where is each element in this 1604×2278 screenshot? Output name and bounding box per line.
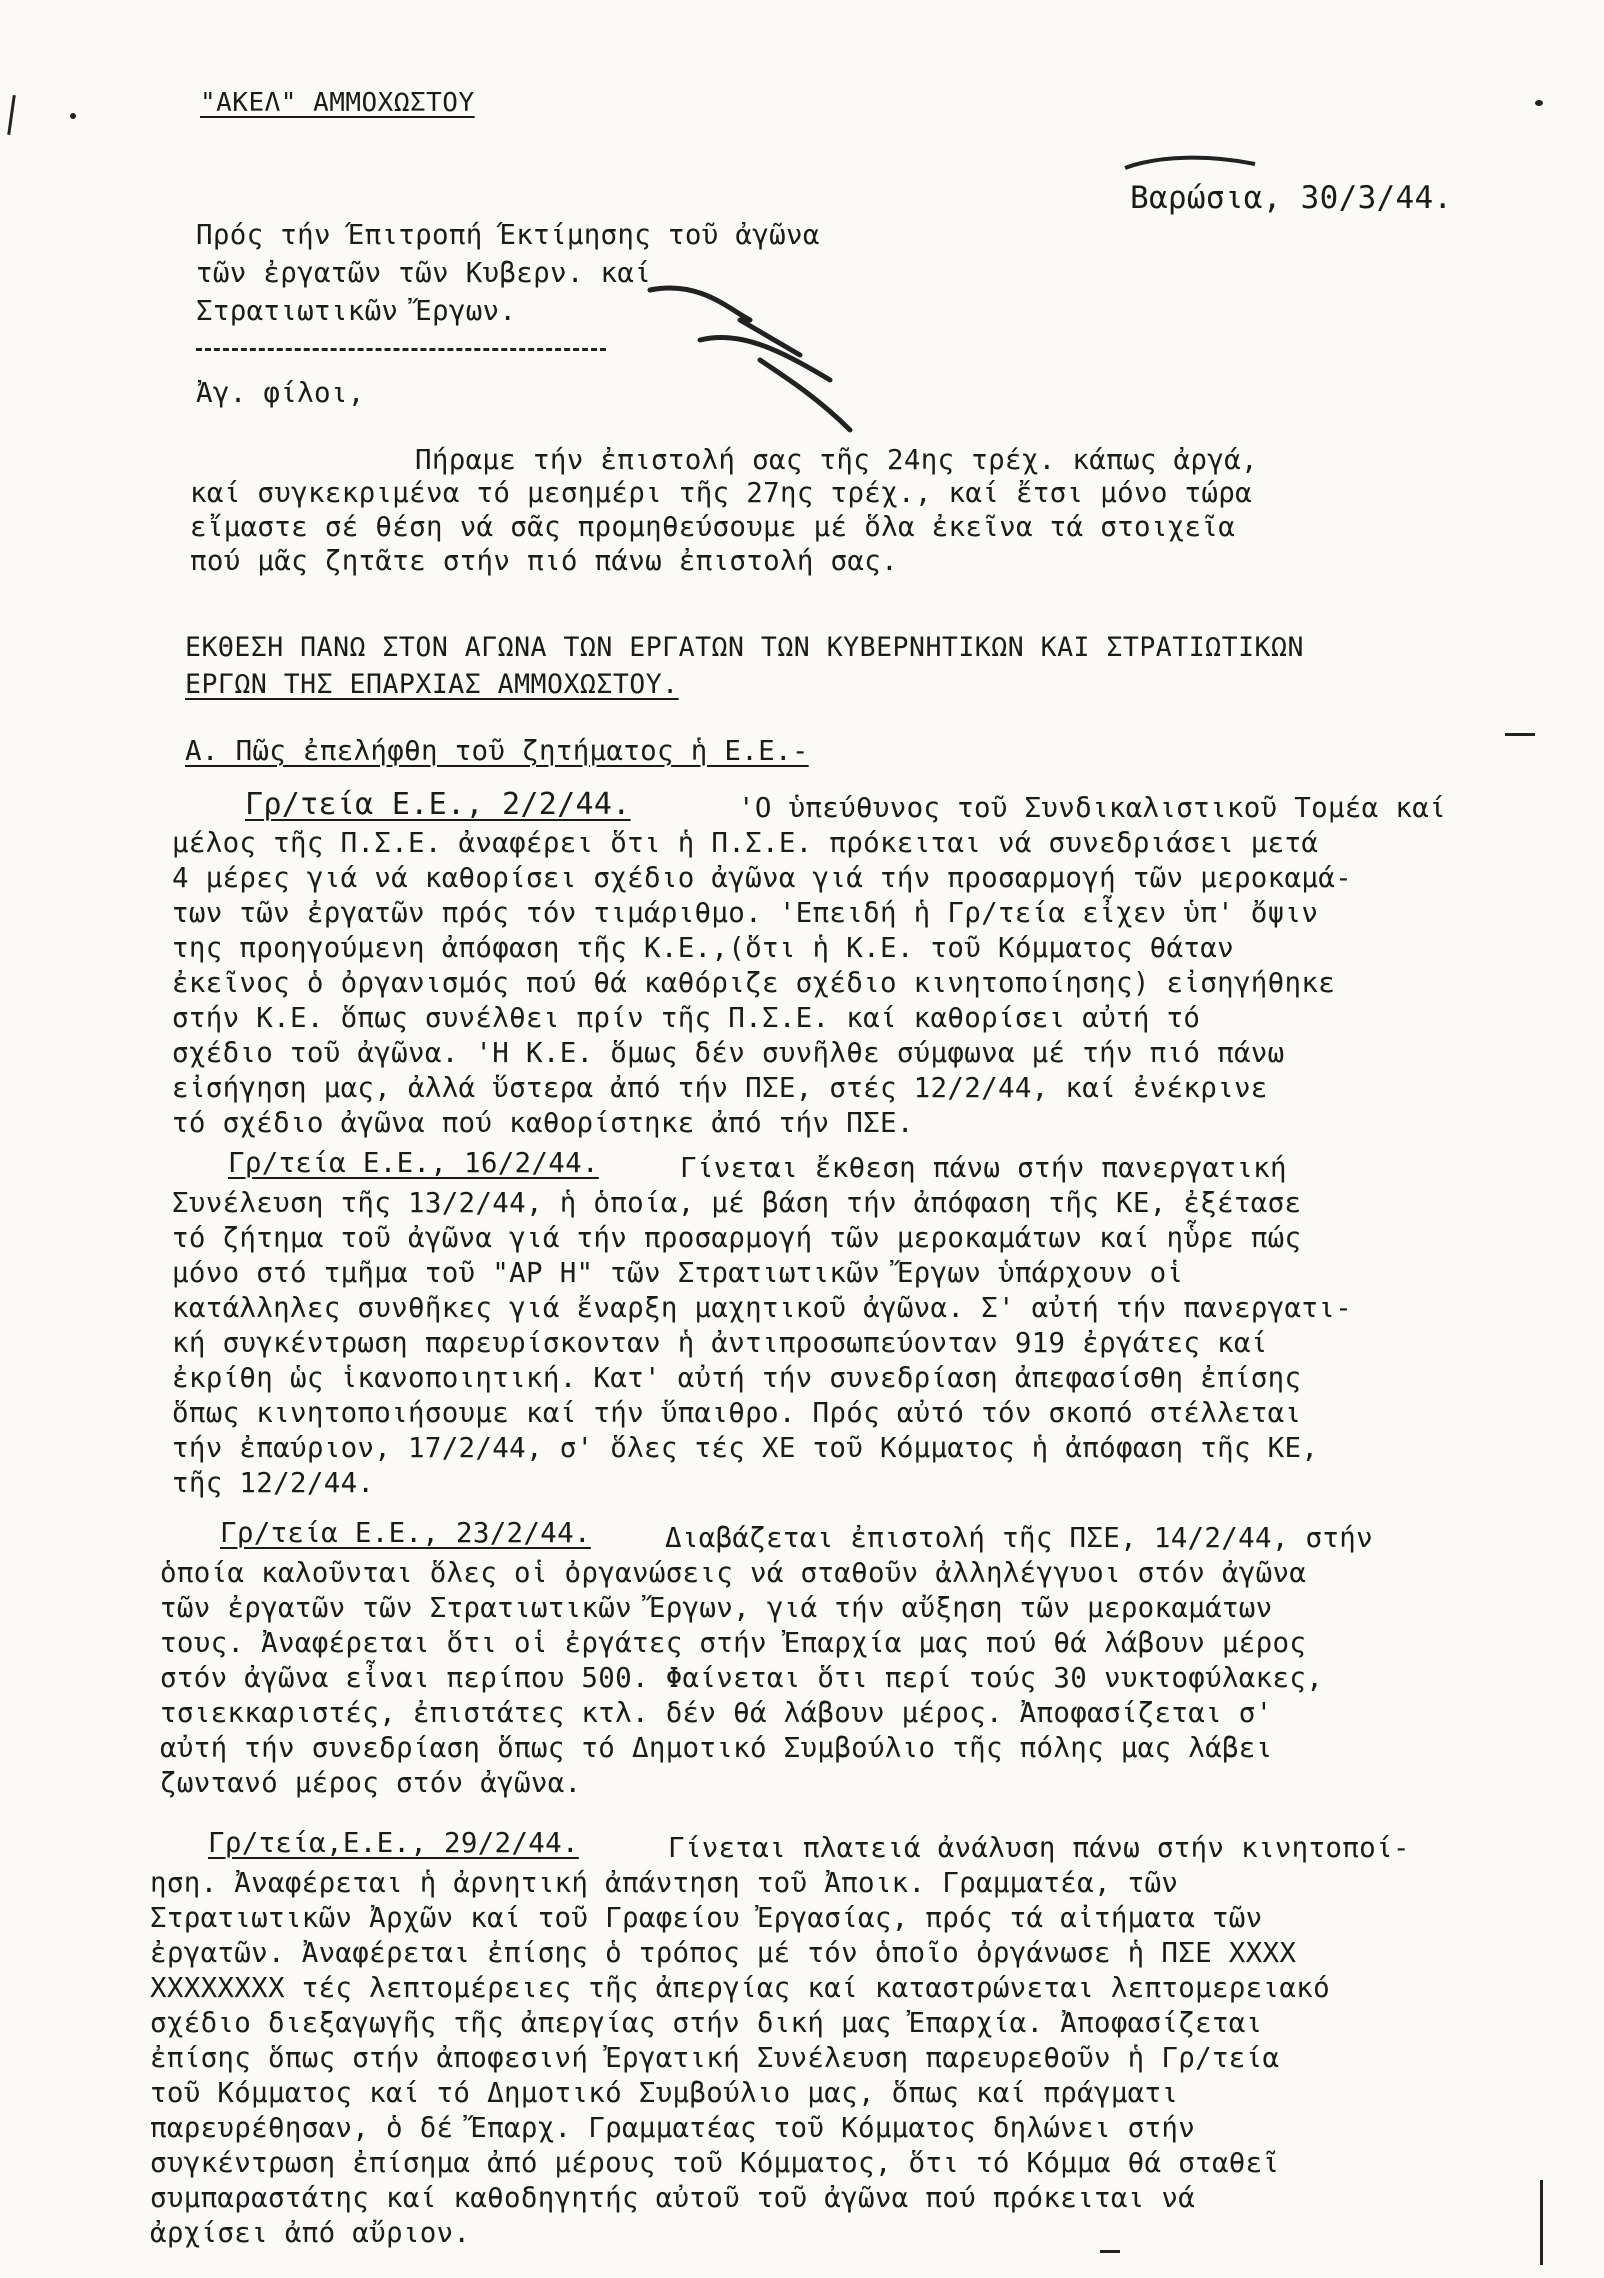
entry-2-line-10: τῆς 12/2/44.: [172, 1467, 375, 1499]
entry-1-line-1: 'Ο ὑπεύθυνος τοῦ Συνδικαλιστικοῦ Τομέα καί: [738, 792, 1446, 824]
margin-mark: [1540, 2180, 1543, 2265]
entry-4-line-8: τοῦ Κόμματος καί τό Δημοτικό Συμβούλιο μας, ὅπως καί πράγματι: [150, 2077, 1179, 2109]
entry-4-heading: Γρ/τεία,Ε.Ε., 29/2/44.: [208, 1827, 579, 1859]
entry-1-heading: Γρ/τεία Ε.Ε., 2/2/44.: [245, 787, 631, 822]
entry-4-line-10: συγκέντρωση ἐπίσημα ἀπό μέρους τοῦ Κόμματος, ὅτι τό Κόμμα θά σταθεῖ: [150, 2147, 1280, 2179]
entry-1-line-2: μέλος τῆς Π.Σ.Ε. ἀναφέρει ὅτι ἡ Π.Σ.Ε. πρόκειται νά συνεδριάσει μετά: [172, 827, 1319, 859]
intro-line-1: Πήραμε τήν ἐπιστολή σας τῆς 24ης τρέχ. κάπως ἀργά,: [415, 444, 1258, 476]
entry-4-line-6: σχέδιο διεξαγωγῆς τῆς ἀπεργίας στήν δική μας Ἐπαρχία. Ἀποφασίζεται: [150, 2007, 1263, 2039]
entry-3-line-5: στόν ἀγῶνα εἶναι περίπου 500. Φαίνεται ὅτι περί τούς 30 νυκτοφύλακες,: [160, 1662, 1324, 1694]
report-title-line-2: ΕΡΓΩΝ ΤΗΣ ΕΠΑΡΧΙΑΣ ΑΜΜΟΧΩΣΤΟΥ.: [185, 669, 679, 700]
entry-4-line-4: ἐργατῶν. Ἀναφέρεται ἐπίσης ὁ τρόπος μέ τόν ὁποῖο ὀργάνωσε ἡ ΠΣΕ ΧΧΧΧ: [150, 1937, 1297, 1969]
entry-1-line-3: 4 μέρες γιά νά καθορίσει σχέδιο ἀγῶνα γιά τήν προσαρμογή τῶν μεροκαμά-: [172, 862, 1352, 894]
intro-line-4: πού μᾶς ζητᾶτε στήν πιό πάνω ἐπιστολή σας.: [190, 545, 898, 577]
entry-3-line-4: τους. Ἀναφέρεται ὅτι οἱ ἐργάτες στήν Ἐπαρχία μας πού θά λάβουν μέρος: [160, 1627, 1307, 1659]
addressee-line-1: Πρός τήν Έπιτροπή Έκτίμησης τοῦ ἀγῶνα: [196, 219, 820, 251]
entry-3-line-3: τῶν ἐργατῶν τῶν Στρατιωτικῶν Ἔργων, γιά τήν αὔξηση τῶν μεροκαμάτων: [160, 1592, 1273, 1624]
margin-mark: [70, 113, 76, 119]
letterhead: "ΑΚΕΛ" ΑΜΜΟΧΩΣΤΟΥ: [200, 88, 475, 118]
margin-mark: [1535, 100, 1543, 106]
entry-3-line-1: Διαβάζεται ἐπιστολή τῆς ΠΣΕ, 14/2/44, στήν: [665, 1522, 1373, 1554]
entry-1-line-4: των τῶν ἐργατῶν πρός τόν τιμάριθμο. 'Επειδή ἡ Γρ/τεία εἶχεν ὑπ' ὄψιν: [172, 897, 1319, 929]
entry-1-line-9: εἰσήγηση μας, ἀλλά ὕστερα ἀπό τήν ΠΣΕ, στές 12/2/44, καί ἐνέκρινε: [172, 1072, 1268, 1104]
entry-4-line-1: Γίνεται πλατειά ἀνάλυση πάνω στήν κινητοποί-: [668, 1832, 1410, 1864]
entry-3-line-7: αὐτή τήν συνεδρίαση ὅπως τό Δημοτικό Συμβούλιο τῆς πόλης μας λάβει: [160, 1732, 1273, 1764]
date-line: Βαρώσια, 30/3/44.: [1130, 180, 1453, 216]
entry-3-line-2: ὁποία καλοῦνται ὅλες οἱ ὀργανώσεις νά σταθοῦν ἀλληλέγγυοι στόν ἀγῶνα: [160, 1557, 1307, 1589]
entry-1-line-10: τό σχέδιο ἀγῶνα πού καθορίστηκε ἀπό τήν ΠΣΕ.: [172, 1107, 914, 1139]
handwritten-scribble: [640, 260, 860, 450]
entry-3-heading: Γρ/τεία Ε.Ε., 23/2/44.: [220, 1517, 591, 1549]
entry-2-line-4: μόνο στό τμῆμα τοῦ "ΑΡ Η" τῶν Στρατιωτικῶν Ἔργων ὑπάρχουν οἱ: [172, 1257, 1184, 1289]
salutation: Ἀγ. φίλοι,: [196, 377, 365, 409]
entry-2-line-8: ὅπως κινητοποιήσουμε καί τήν ὕπαιθρο. Πρός αὐτό τόν σκοπό στέλλεται: [172, 1397, 1302, 1429]
entry-2-line-9: τήν ἐπαύριον, 17/2/44, σ' ὅλες τές ΧΕ τοῦ Κόμματος ἡ ἀπόφαση τῆς ΚΕ,: [172, 1432, 1319, 1464]
entry-1-line-7: στήν Κ.Ε. ὅπως συνέλθει πρίν τῆς Π.Σ.Ε. καί καθορίσει αὐτή τό: [172, 1002, 1201, 1034]
entry-3-line-8: ζωντανό μέρος στόν ἀγῶνα.: [160, 1767, 582, 1799]
date-scribble: [1120, 150, 1260, 180]
entry-2-line-1: Γίνεται ἔκθεση πάνω στήν πανεργατική: [680, 1152, 1287, 1184]
entry-4-line-5: ΧΧΧΧΧΧΧΧ τές λεπτομέρειες τῆς ἀπεργίας καί καταστρώνεται λεπτομερειακό: [150, 1972, 1330, 2004]
margin-mark: [1505, 733, 1535, 736]
entry-2-line-7: ἐκρίθη ὡς ἱκανοποιητική. Κατ' αὐτή τήν συνεδρίαση ἀπεφασίσθη ἐπίσης: [172, 1362, 1302, 1394]
intro-line-2: καί συγκεκριμένα τό μεσημέρι τῆς 27ης τρέχ., καί ἔτσι μόνο τώρα: [190, 477, 1252, 509]
entry-3-line-6: τσιεκκαριστές, ἐπιστάτες κτλ. δέν θά λάβουν μέρος. Ἀποφασίζεται σ': [160, 1697, 1273, 1729]
entry-2-line-6: κή συγκέντρωση παρευρίσκονταν ἡ ἀντιπροσωπεύονταν 919 ἐργάτες καί: [172, 1327, 1268, 1359]
entry-2-line-5: κατάλληλες συνθῆκες γιά ἔναρξη μαχητικοῦ ἀγῶνα. Σ' αὐτή τήν πανεργατι-: [172, 1292, 1352, 1324]
intro-line-3: εἴμαστε σέ θέση νά σᾶς προμηθεύσουμε μέ ὅλα ἐκεῖνα τά στοιχεῖα: [190, 511, 1236, 543]
entry-4-line-12: ἀρχίσει ἀπό αὔριον.: [150, 2217, 471, 2249]
entry-2-heading: Γρ/τεία Ε.Ε., 16/2/44.: [228, 1147, 599, 1179]
entry-2-line-3: τό ζήτημα τοῦ ἀγῶνα γιά τήν προσαρμογή τῶν μεροκαμάτων καί ηὗρε πώς: [172, 1222, 1302, 1254]
report-title-line-1: ΕΚΘΕΣΗ ΠΑΝΩ ΣΤΟΝ ΑΓΩΝΑ ΤΩΝ ΕΡΓΑΤΩΝ ΤΩΝ ΚΥΒΕΡΝΗΤΙΚΩΝ ΚΑΙ ΣΤΡΑΤΙΩΤΙΚΩΝ: [185, 632, 1304, 663]
entry-4-line-9: παρευρέθησαν, ὁ δέ Ἔπαρχ. Γραμματέας τοῦ Κόμματος δηλώνει στήν: [150, 2112, 1196, 2144]
entry-1-line-8: σχέδιο τοῦ ἀγῶνα. 'Η Κ.Ε. ὅμως δέν συνῆλθε σύμφωνα μέ τήν πιό πάνω: [172, 1037, 1285, 1069]
entry-2-line-2: Συνέλευση τῆς 13/2/44, ἡ ὁποία, μέ βάση τήν ἀπόφαση τῆς ΚΕ, ἐξέτασε: [172, 1187, 1302, 1219]
entry-4-line-7: ἐπίσης ὅπως στήν ἀποφεσινή Ἐργατική Συνέλευση παρευρεθοῦν ἡ Γρ/τεία: [150, 2042, 1280, 2074]
addressee-divider: [196, 348, 606, 351]
section-a-heading: Α. Πῶς ἐπελήφθη τοῦ ζητήματος ἡ Ε.Ε.-: [185, 735, 809, 767]
entry-1-line-6: ἐκεῖνος ὁ ὀργανισμός πού θά καθόριζε σχέδιο κινητοποίησης) εἰσηγήθηκε: [172, 967, 1336, 999]
entry-1-line-5: της προηγούμενη ἀπόφαση τῆς Κ.Ε.,(ὅτι ἡ Κ.Ε. τοῦ Κόμματος θάταν: [172, 932, 1234, 964]
entry-4-line-3: Στρατιωτικῶν Ἀρχῶν καί τοῦ Γραφείου Ἐργασίας, πρός τά αἰτήματα τῶν: [150, 1902, 1263, 1934]
addressee-line-2: τῶν ἐργατῶν τῶν Κυβερν. καί: [196, 257, 652, 289]
margin-mark: [1100, 2250, 1120, 2253]
addressee-line-3: Στρατιωτικῶν Ἔργων.: [196, 295, 517, 327]
margin-mark: [7, 95, 16, 135]
entry-4-line-11: συμπαραστάτης καί καθοδηγητής αὐτοῦ τοῦ ἀγῶνα πού πρόκειται νά: [150, 2182, 1196, 2214]
entry-4-line-2: ηση. Ἀναφέρεται ἡ ἀρνητική ἀπάντηση τοῦ Ἀποικ. Γραμματέα, τῶν: [150, 1867, 1179, 1899]
